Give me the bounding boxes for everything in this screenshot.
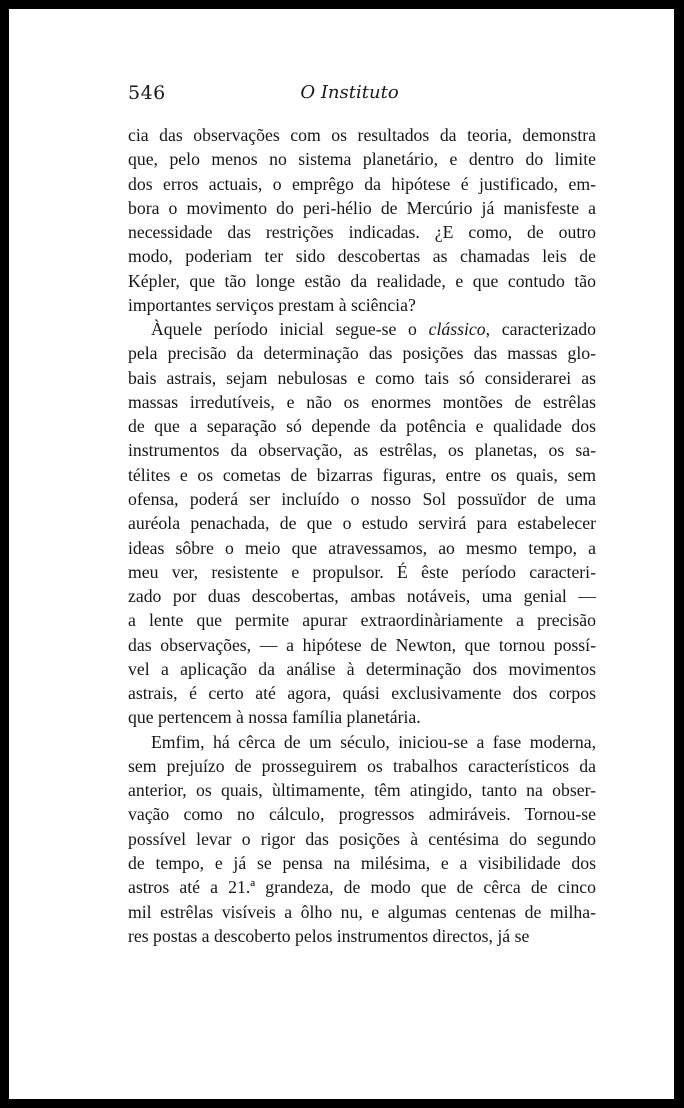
text-segment: de tempo, e já se pensa na milésima, e a visibilidade dos [128, 852, 596, 873]
text-line [128, 487, 596, 511]
text-segment: mil estrêlas visíveis a ôlho nu, e algumas centenas de milha- [128, 901, 596, 922]
text-line [128, 633, 596, 657]
text-line [128, 802, 596, 826]
text-segment: bais astrais, sejam nebulosas e como tais só considerarei as [128, 367, 596, 388]
text-line [128, 269, 596, 293]
text-segment: astrais, é certo até agora, quási exclusivamente dos corpos [128, 683, 596, 704]
text-segment: importantes serviços prestam à sciência? [128, 294, 416, 315]
text-line [128, 341, 596, 365]
text-segment: Àquele período inicial segue-se o [151, 319, 429, 340]
text-segment: Emfim, há cêrca de um século, iniciou-se a fase moderna, [151, 731, 596, 752]
text-segment: meu ver, resistente e propulsor. É êste período caracteri- [128, 561, 596, 582]
page-number: 546 [128, 82, 166, 104]
text-segment: , caracterizado [485, 319, 596, 340]
text-line [128, 511, 596, 535]
text-segment: télites e os cometas de bizarras figuras, entre os quais, sem [128, 464, 596, 485]
text-line [128, 414, 596, 438]
text-segment: instrumentos da observação, as estrêlas, os planetas, os sa- [128, 440, 596, 461]
text-line [128, 851, 596, 875]
italic-text-segment: clássico [428, 319, 486, 340]
text-line [128, 560, 596, 584]
text-segment: zado por duas descobertas, ambas notáveis, uma genial — [128, 586, 596, 607]
text-line [128, 730, 596, 754]
text-line [128, 123, 596, 147]
text-segment: ideas sôbre o meio que atravessamos, ao mesmo tempo, a [128, 537, 596, 558]
text-line [128, 390, 596, 414]
text-line [128, 244, 596, 268]
text-segment: que pertencem à nossa família planetária. [128, 707, 421, 728]
text-line [128, 463, 596, 487]
text-line [128, 536, 596, 560]
text-segment: bora o movimento do peri-hélio de Mercúrio já manisfeste a [128, 197, 596, 218]
text-segment: sem prejuízo de prosseguirem os trabalhos característicos da [128, 755, 596, 776]
text-line [128, 293, 596, 317]
text-line [128, 317, 596, 341]
text-line [128, 366, 596, 390]
text-line [128, 584, 596, 608]
text-line [128, 681, 596, 705]
text-line [128, 608, 596, 632]
text-segment: de que a separação só depende da potência e qualidade dos [128, 416, 596, 437]
page-header [9, 82, 674, 112]
text-segment: ofensa, poderá ser incluído o nosso Sol possuïdor de uma [128, 488, 596, 509]
text-line [128, 438, 596, 462]
text-segment: auréola penachada, de que o estudo servirá para estabelecer [128, 513, 596, 534]
text-segment: possível levar o rigor das posições à centésima do segundo [128, 828, 596, 849]
text-line [128, 778, 596, 802]
text-segment: Képler, que tão longe estão da realidade, e que contudo tão [128, 270, 596, 291]
text-segment: anterior, os quais, ùltimamente, têm atingido, tanto na obser- [128, 780, 596, 801]
book-page [9, 9, 674, 1099]
text-segment: vel a aplicação da análise à determinação dos movimentos [128, 658, 596, 679]
text-segment: a lente que permite apurar extraordinàriamente a precisão [128, 610, 596, 631]
text-segment: pela precisão da determinação das posições das massas glo- [128, 343, 596, 364]
text-line [128, 827, 596, 851]
text-line [128, 754, 596, 778]
text-line [128, 900, 596, 924]
text-segment: vação como no cálculo, progressos admiráveis. Tornou-se [128, 804, 596, 825]
text-segment: res postas a descoberto pelos instrumentos directos, já se [128, 925, 530, 946]
text-segment: dos erros actuais, o emprêgo da hipótese é justificado, em- [128, 173, 596, 194]
text-line [128, 924, 596, 948]
text-segment: modo, poderiam ter sido descobertas as chamadas leis de [128, 246, 596, 267]
text-line [128, 657, 596, 681]
text-segment: cia das observações com os resultados da teoria, demonstra [128, 125, 596, 145]
text-segment: astros até a 21.ª grandeza, de modo que de cêrca de cinco [128, 877, 596, 898]
text-line [128, 147, 596, 171]
text-line [128, 196, 596, 220]
text-line [128, 875, 596, 899]
text-segment: massas irredutíveis, e não os enormes montões de estrêlas [128, 391, 596, 412]
body-text [128, 123, 596, 948]
text-line [128, 705, 596, 729]
text-segment: necessidade das restrições indicadas. ¿E como, de outro [128, 222, 596, 243]
running-title: O Instituto [300, 82, 399, 103]
text-line [128, 172, 596, 196]
text-segment: das observações, — a hipótese de Newton, que tornou possí- [128, 634, 596, 655]
text-segment: que, pelo menos no sistema planetário, e dentro do limite [128, 149, 596, 170]
text-line [128, 220, 596, 244]
